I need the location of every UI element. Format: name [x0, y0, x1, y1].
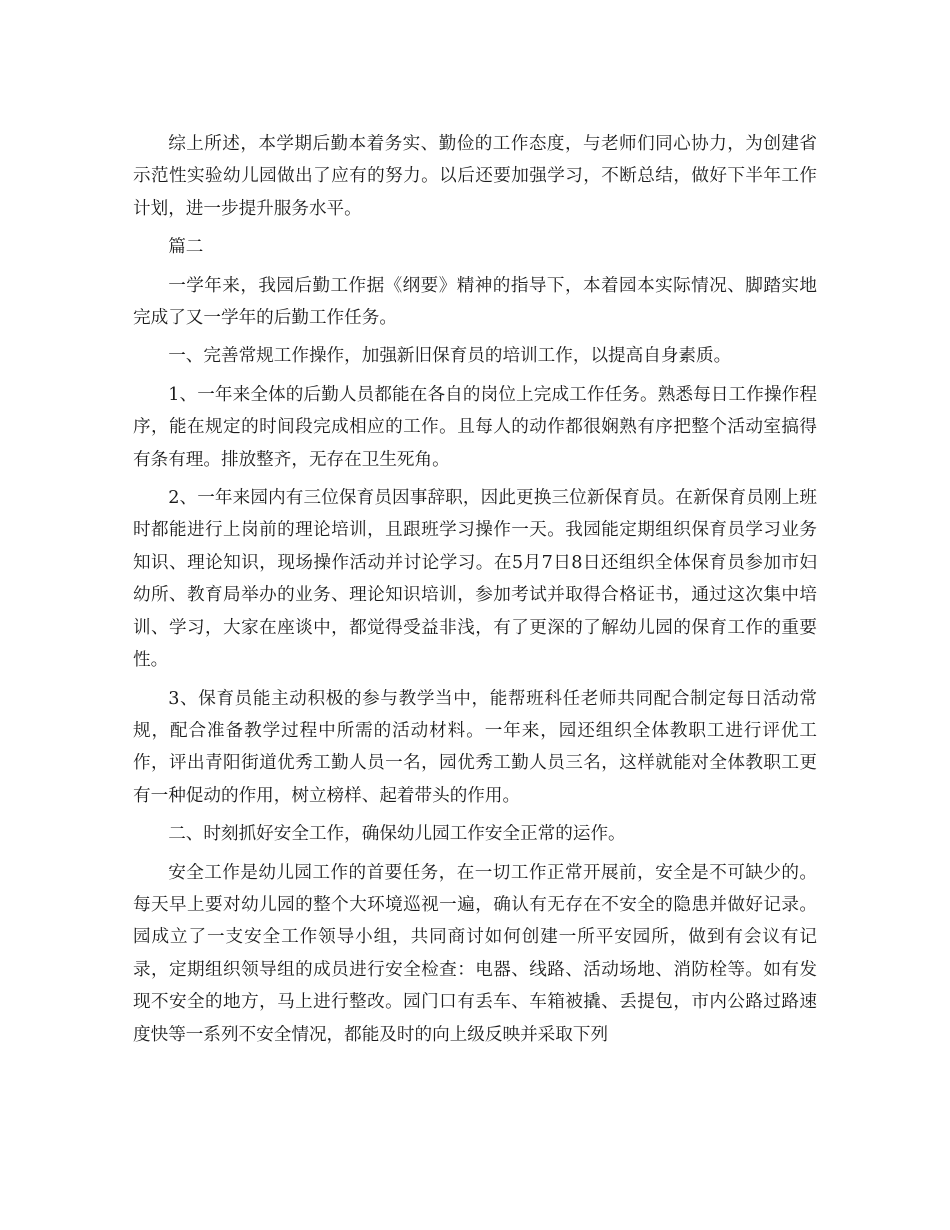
paragraph-summary: 综上所述，本学期后勤本着务实、勤俭的工作态度，与老师们同心协力，为创建省示范性实验幼儿园做出了应有的努力。以后还要加强学习，不断总结，做好下半年工作计划，进一步提升服务水平。: [133, 134, 817, 219]
section-heading-two: 二、时刻抓好安全工作，确保幼儿园工作安全正常的运作。: [168, 824, 626, 845]
document-body: [133, 128, 817, 1057]
paragraph-item-3: 3、保育员能主动积极的参与教学当中，能帮班科任老师共同配合制定每日活动常规，配合准备教学过程中所需的活动材料。一年来，园还组织全体教职工进行评优工作，评出青阳街道优秀工勤人员一名，园优秀工勤人员三名，这样就能对全体教职工更有一种促动的作用，树立榜样、起着带头的作用。: [133, 688, 817, 806]
section-heading-one: 一、完善常规工作操作，加强新旧保育员的培训工作，以提高自身素质。: [168, 346, 732, 367]
paragraph-intro: 一学年来，我园后勤工作据《纲要》精神的指导下，本着园本实际情况、脚踏实地完成了又一学年的后勤工作任务。: [133, 275, 817, 329]
paragraph-safety: 安全工作是幼儿园工作的首要任务，在一切工作正常开展前，安全是不可缺少的。每天早上要对幼儿园的整个大环境巡视一遍，确认有无存在不安全的隐患并做好记录。园成立了一支安全工作领导小组，共同商讨如何创建一所平安园所，做到有会议有记录，定期组织领导组的成员进行安全检查：电器、线路、活动场地、消防栓等。如有发现不安全的地方，马上进行整改。园门口有丢车、车箱被撬、丢提包，市内公路过路速度快等一系列不安全情况，都能及时的向上级反映并采取下列: [133, 862, 817, 1045]
paragraph-item-2: 2、一年来园内有三位保育员因事辞职，因此更换三位新保育员。在新保育员刚上班时都能进行上岗前的理论培训，且跟班学习操作一天。我园能定期组织保育员学习业务知识、理论知识，现场操作活动并讨论学习。在5月7日8日还组织全体保育员参加市妇幼所、教育局举办的业务、理论知识培训，参加考试并取得合格证书，通过这次集中培训、学习，大家在座谈中，都觉得受益非浅，有了更深的了解幼儿园的保育工作的重要性。: [133, 488, 817, 671]
paragraph-item-1: 1、一年来全体的后勤人员都能在各自的岗位上完成工作任务。熟悉每日工作操作程序，能在规定的时间段完成相应的工作。且每人的动作都很娴熟有序把整个活动室搞得有条有理。排放整齐，无存在卫生死角。: [133, 384, 817, 470]
section-heading-part-two: 篇二: [168, 237, 204, 258]
